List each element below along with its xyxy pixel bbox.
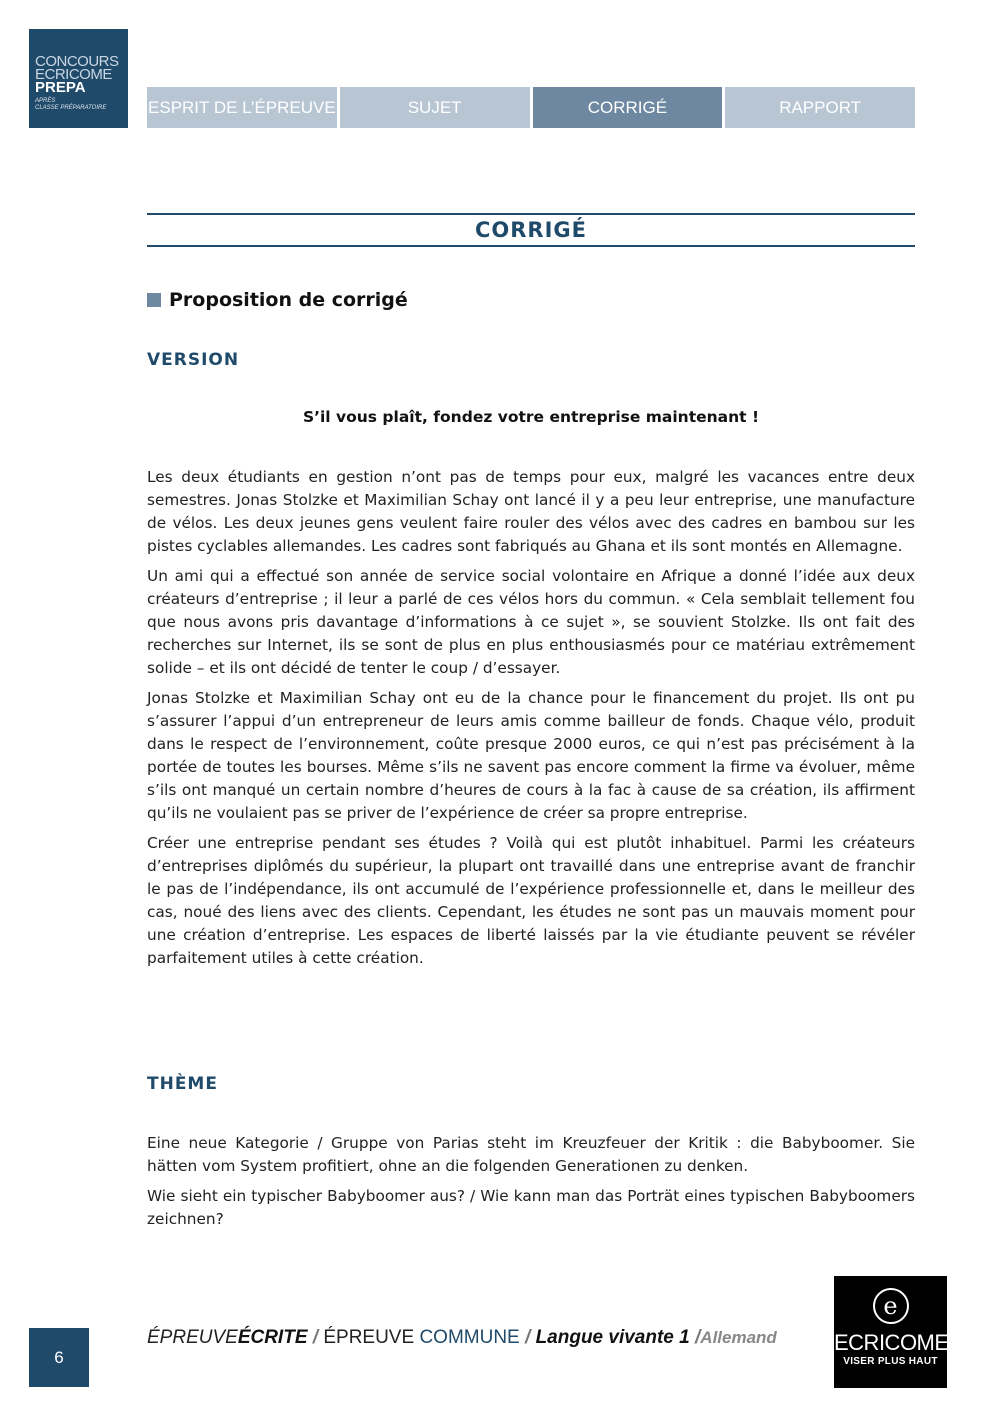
- ecricome-e-icon: e: [873, 1288, 909, 1324]
- version-text-title: S’il vous plaît, fondez votre entreprise maintenant !: [302, 408, 760, 426]
- version-body: [147, 466, 915, 977]
- brand-name: ECRICOME: [834, 1330, 949, 1355]
- tab-corrige[interactable]: CORRIGÉ: [533, 87, 723, 128]
- footer-exam-label: [147, 1327, 777, 1349]
- logo-line-ecricome: ECRICOME: [35, 66, 112, 83]
- version-paragraph: Créer une entreprise pendant ses études ? Voilà qui est plutôt inhabituel. Parmi les créateurs d’entreprises diplômés du supérieur, la plupart ont travaillé dans une entreprise avant de franchir le pas de l’indépendance, ils ont accumulé de l’expérience professionnelle et, dans le meilleur des cas, noué des liens avec des clients. Cependant, les études ne sont pas un mauvais moment pour une création d’entreprise. Les espaces de liberté laissés par la vie étudiante peuvent se révéler parfaitement utiles à cette création.: [147, 834, 915, 967]
- theme-paragraph: Eine neue Kategorie / Gruppe von Parias steht im Kreuzfeuer der Kritik : die Babyboomer. Sie hätten vom System profitiert, ohne an die folgenden Generationen zu denken.: [147, 1134, 915, 1175]
- page-title: CORRIGÉ: [147, 213, 915, 247]
- theme-paragraph: Wie sieht ein typischer Babyboomer aus? / Wie kann man das Porträt eines typischen Babyboomers zeichnen?: [147, 1187, 915, 1228]
- footer-separator: /: [695, 1327, 701, 1348]
- footer-separator: /: [312, 1327, 319, 1348]
- footer-langue: Langue vivante 1: [535, 1327, 690, 1348]
- logo-line-concours: CONCOURS: [35, 53, 119, 70]
- section-tabs: [147, 87, 915, 128]
- version-paragraph: Jonas Stolzke et Maximilian Schay ont eu de la chance pour le financement du projet. Ils ont pu s’assurer l’appui d’un entrepreneur de leurs amis comme bailleur de fonds. Chaque vélo, produit dans le respect de l’environnement, coûte presque 2000 euros, ce qui n’est pas précisément à la portée de toutes les bourses. Même s’ils ne savent pas encore comment la firme va évoluer, même s’ils ont manqué un certain nombre d’heures de cours à la fac à cause de sa création, ils affirment qu’ils ne voulaient pas se priver de l’expérience de créer sa propre entreprise.: [147, 689, 915, 822]
- footer-commune: COMMUNE: [419, 1327, 520, 1348]
- theme-heading: THÈME: [147, 1074, 218, 1094]
- tab-esprit-epreuve[interactable]: ESPRIT DE L’ÉPREUVE: [147, 87, 337, 128]
- page-number: 6: [29, 1328, 89, 1387]
- concours-logo: [29, 29, 128, 128]
- logo-line-apres: APRÈS: [35, 98, 56, 104]
- footer-epreuve-1: ÉPREUVE: [147, 1327, 238, 1348]
- subheading-text: Proposition de corrigé: [169, 289, 408, 311]
- logo-line-classe: CLASSE PRÉPARATOIRE: [35, 105, 107, 111]
- footer-allemand: Allemand: [700, 1328, 777, 1347]
- footer-separator: /: [525, 1327, 531, 1348]
- footer-epreuve-2: ÉPREUVE: [323, 1327, 415, 1348]
- version-paragraph: Les deux étudiants en gestion n’ont pas de temps pour eux, malgré les vacances entre deux semestres. Jonas Stolzke et Maximilian Schay ont lancé il y a peu leur entreprise, une manufacture de vélos. Les deux jeunes gens veulent faire rouler des vélos avec des cadres en bambou sur les pistes cyclables allemandes. Les cadres sont fabriqués au Ghana et ils sont montés en Allemagne.: [147, 468, 915, 555]
- theme-body: [147, 1132, 915, 1238]
- ecricome-brand-logo: [834, 1276, 947, 1388]
- square-bullet-icon: [147, 293, 161, 307]
- version-paragraph: Un ami qui a effectué son année de service social volontaire en Afrique a donné l’idée aux deux créateurs d’entreprise ; il leur a parlé de ces vélos hors du commun. « Cela semblait tellement fou que nous avons pris davantage d’informations à ce sujet », se souvient Stolzke. Ils ont fait des recherches sur Internet, ils se sont de plus en plus enthousiasmés pour ce matériau extrêmement solide – et ils ont décidé de tenter le coup / d’essayer.: [147, 567, 915, 677]
- tab-rapport[interactable]: RAPPORT: [725, 87, 915, 128]
- logo-line-prepa: PREPA: [35, 79, 86, 96]
- footer-ecrite: ÉCRITE: [237, 1327, 308, 1348]
- version-heading: VERSION: [147, 350, 240, 370]
- tab-sujet[interactable]: SUJET: [340, 87, 530, 128]
- brand-tagline: VISER PLUS HAUT: [843, 1356, 938, 1367]
- subheading: [147, 289, 408, 311]
